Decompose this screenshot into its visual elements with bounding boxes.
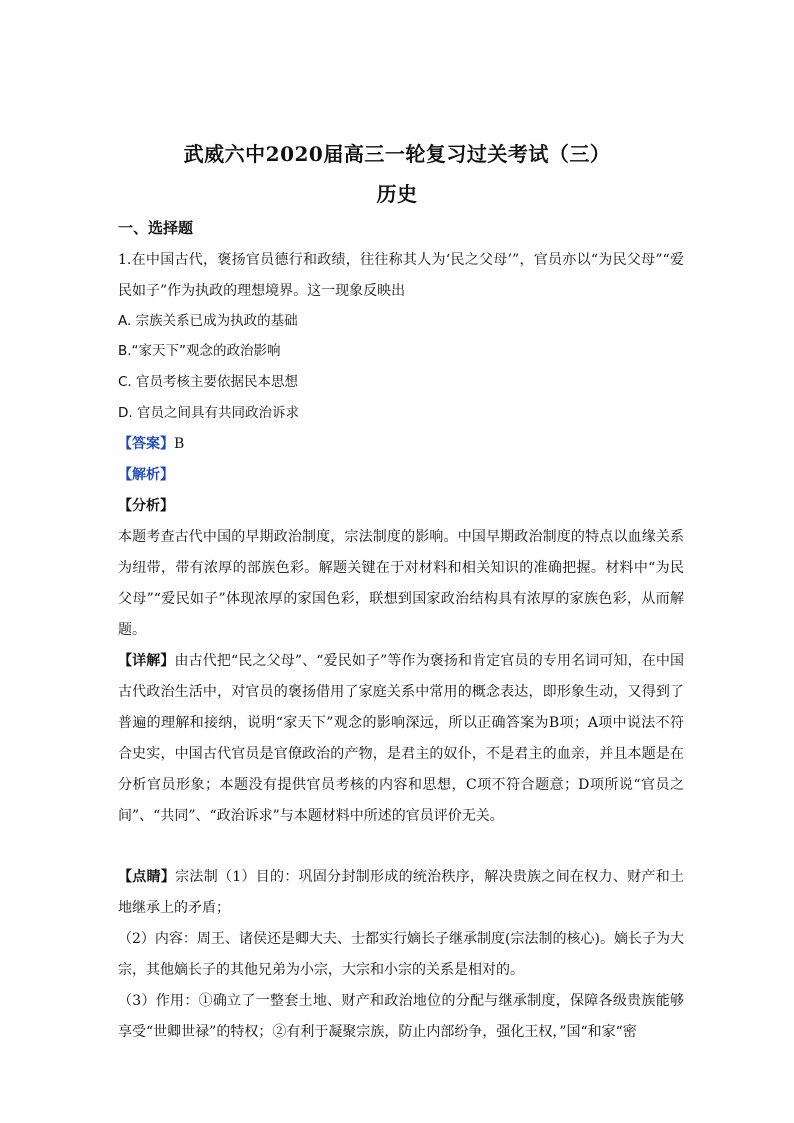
- page-subtitle: 历史: [376, 182, 418, 206]
- jiexi-line: [118, 465, 174, 485]
- jiexi-label: 【解析】: [118, 467, 174, 483]
- option-a: A. 宗族关系已成为执政的基础: [118, 313, 298, 329]
- option-b: B.“家天下”观念的政治影响: [118, 343, 281, 359]
- effect-paragraph: （3）作用：①确立了一整套土地、财产和政治地位的分配与继承制度，保障各级贵族能够享受“世卿世禄”的特权；②有利于凝聚宗族，防止内部纷争，强化王权，”国“和家“密: [118, 993, 684, 1040]
- option-d: D. 官员之间具有共同政治诉求: [118, 405, 299, 421]
- detail-label: 【详解】: [118, 653, 175, 669]
- page-title: 武威六中2020届高三一轮复习过关考试（三）: [183, 142, 611, 166]
- option-c: C. 官员考核主要依据民本思想: [118, 374, 299, 390]
- fenxi-line: [118, 496, 174, 516]
- answer-value: B: [174, 436, 185, 452]
- analysis-text: 本题考查古代中国的早期政治制度，宗法制度的影响。中国早期政治制度的特点以血缘关系为纽带，带有浓厚的部族色彩。解题关键在于对材料和相关知识的准确把握。材料中“为民父母”“爱民如子”体现浓厚的家国色彩，联想到国家政治结构具有浓厚的家族色彩，从而解题。: [118, 529, 684, 638]
- content-paragraph: （2）内容：周王、诸侯还是卿大夫、士都实行嫡长子继承制度(宗法制的核心)。嫡长子为大宗，其他嫡长子的其他兄弟为小宗，大宗和小宗的关系是相对的。: [118, 931, 684, 978]
- question-stem: 1.在中国古代，褒扬官员德行和政绩，往往称其人为‘民之父母’”，官员亦以“为民父母”“爱民如子”作为执政的理想境界。这一现象反映出: [118, 252, 684, 299]
- section-heading: 一、选择题: [118, 219, 194, 237]
- dianjing-label: 【点睛】: [118, 869, 176, 885]
- detail-paragraph: [118, 646, 684, 832]
- answer-line: [118, 434, 184, 454]
- detail-text: 由古代把“民之父母”、“爱民如子”等作为褒扬和肯定官员的专用名词可知，在中国古代政治生活中，对官员的褒扬借用了家庭关系中常用的概念表达，即形象生动，又得到了普遍的理解和接纳，说明“家天下”观念的影响深远，所以正确答案为B项；A项中说法不符合史实，中国古代官员是官僚政治的产物，是君主的奴仆，不是君主的血亲，并且本题是在分析官员形象；本题没有提供官员考核的内容和思想，C项不符合题意；D项所说“官员之间”、“共同”、“政治诉求”与本题材料中所述的官员评价无关。: [118, 653, 684, 824]
- dianjing-paragraph: [118, 862, 684, 924]
- fenxi-label: 【分析】: [118, 498, 174, 514]
- dianjing-text: 宗法制（1）目的：巩固分封制形成的统治秩序，解决贵族之间在权力、财产和土地继承上的矛盾；: [118, 869, 685, 916]
- answer-label: 【答案】: [118, 436, 174, 452]
